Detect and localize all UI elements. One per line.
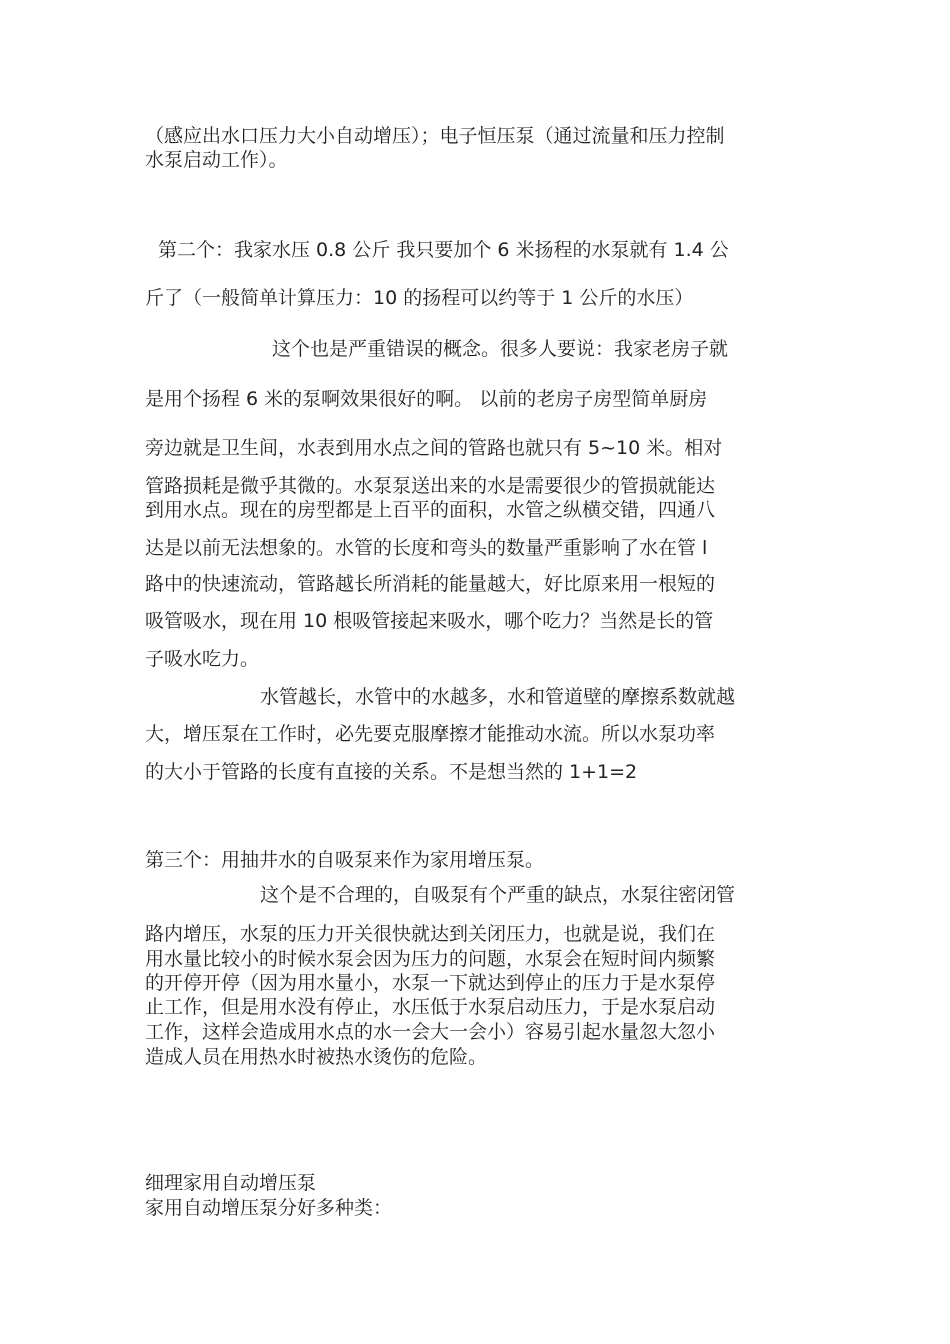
point2-para1-line-7: 路中的快速流动，管路越长所消耗的能量越大，好比原来用一根短的: [145, 573, 716, 595]
point2-para2-line-2: 大，增压泵在工作时，必先要克服摩擦才能推动水流。所以水泵功率: [145, 723, 716, 745]
point2-para1-line-8: 吸管吸水，现在用 10 根吸管接起来吸水，哪个吃力？当然是长的管: [145, 610, 714, 632]
point2-para1-line-9: 子吸水吃力。: [145, 648, 260, 670]
point3-para-line-4: 的开停开停（因为用水量小，水泵一下就达到停止的压力于是水泵停: [145, 972, 716, 994]
point3-para-line-1: 这个是不合理的，自吸泵有个严重的缺点，水泵往密闭管: [260, 884, 736, 906]
point3-para-line-6: 工作，这样会造成用水点的水一会大一会小）容易引起水量忽大忽小: [145, 1021, 716, 1043]
point2-para2-line-3: 的大小于管路的长度有直接的关系。不是想当然的 1+1=2: [145, 761, 638, 783]
section-title: 细理家用自动增压泵: [145, 1172, 317, 1194]
point3-para-line-3: 用水量比较小的时候水泵会因为压力的问题，水泵会在短时间内频繁: [145, 948, 716, 970]
point2-para2-line-1: 水管越长，水管中的水越多，水和管道壁的摩擦系数就越: [260, 686, 736, 708]
point3-heading: 第三个：用抽井水的自吸泵来作为家用增压泵。: [145, 849, 545, 871]
point2-para1-line-5: 到用水点。现在的房型都是上百平的面积，水管之纵横交错，四通八: [145, 499, 716, 521]
intro-line-2: 水泵启动工作）。: [145, 149, 288, 171]
point2-heading-line-1: 第二个：我家水压 0.8 公斤 我只要加个 6 米扬程的水泵就有 1.4 公: [158, 239, 729, 261]
point2-para1-line-2: 是用个扬程 6 米的泵啊效果很好的啊。 以前的老房子房型简单厨房: [145, 388, 708, 410]
point2-para1-line-1: 这个也是严重错误的概念。很多人要说：我家老房子就: [272, 338, 729, 360]
section-subtitle: 家用自动增压泵分好多种类：: [145, 1197, 393, 1219]
point3-para-line-2: 路内增压，水泵的压力开关很快就达到关闭压力，也就是说，我们在: [145, 923, 716, 945]
point3-para-line-5: 止工作，但是用水没有停止，水压低于水泵启动压力，于是水泵启动: [145, 996, 716, 1018]
intro-line-1: （感应出水口压力大小自动增压）；电子恒压泵（通过流量和压力控制: [145, 125, 725, 147]
point2-heading-line-2: 斤了（一般简单计算压力：10 的扬程可以约等于 1 公斤的水压）: [145, 287, 694, 309]
point2-para1-line-6: 达是以前无法想象的。水管的长度和弯头的数量严重影响了水在管 l: [145, 537, 708, 559]
point2-para1-line-4: 管路损耗是微乎其微的。水泵泵送出来的水是需要很少的管损就能达: [145, 475, 716, 497]
point3-para-line-7: 造成人员在用热水时被热水烫伤的危险。: [145, 1046, 488, 1068]
point2-para1-line-3: 旁边就是卫生间，水表到用水点之间的管路也就只有 5~10 米。相对: [145, 437, 723, 459]
